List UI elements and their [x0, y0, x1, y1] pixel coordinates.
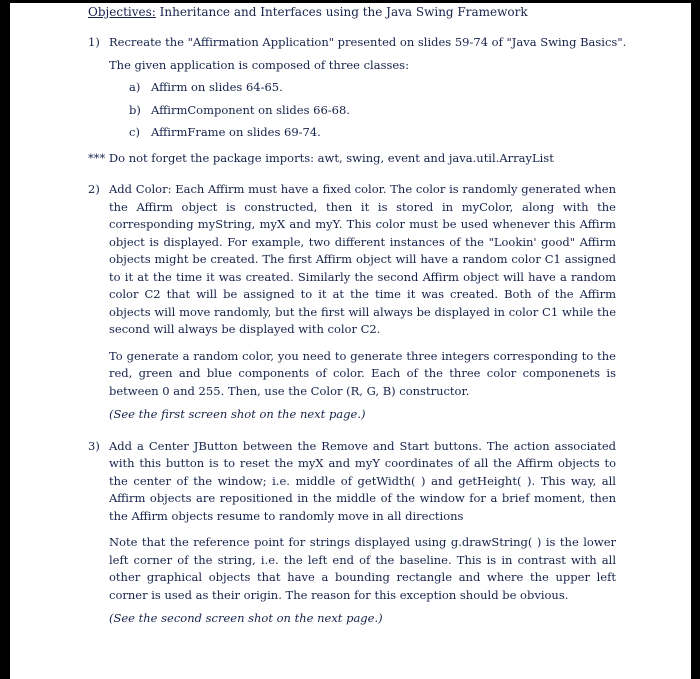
section-2 — [88, 181, 616, 424]
document-page — [88, 4, 627, 628]
section-3 — [88, 438, 616, 628]
section-1-line-1: Recreate the "Affirmation Application" presented on slides 59-74 of "Java Swing Basics". — [109, 35, 627, 49]
list-item-text: AffirmFrame on slides 69-74. — [151, 125, 321, 139]
list-item — [109, 124, 616, 142]
section-1-number: 1) — [88, 35, 100, 49]
section-3-paragraph-2: Note that the reference point for strings displayed using g.drawString( ) is the lower left corner of the string, i.e. the left end of the baseline. This is in contrast with all other graphical objects that have a bounding rectangle and where the upper left corner is used as their origin. The reason for this exception should be obvious. — [109, 535, 616, 602]
package-imports-note: *** Do not forget the package imports: awt, swing, event and java.util.ArrayList — [88, 150, 554, 165]
list-item — [109, 79, 616, 97]
section-1 — [88, 34, 627, 142]
section-2-paragraph-2: To generate a random color, you need to generate three integers corresponding to the red, green and blue components of color. Each of the three color componenets is between 0 and 255. Then, use the Color (R, G, B) constructor. — [109, 348, 616, 398]
list-item-letter: b) — [129, 102, 141, 117]
list-item-text: Affirm on slides 64-65. — [151, 80, 283, 94]
list-item-text: AffirmComponent on slides 66-68. — [151, 102, 350, 117]
section-2-number: 2) — [88, 182, 100, 196]
list-item — [109, 102, 616, 120]
objectives-text: Inheritance and Interfaces using the Java Swing Framework — [155, 5, 528, 19]
section-1-line-2: The given application is composed of three classes: — [109, 57, 409, 72]
list-item-letter: c) — [129, 125, 140, 139]
list-item-letter: a) — [129, 80, 141, 94]
objectives-heading — [88, 4, 616, 20]
top-border — [0, 0, 700, 3]
section-2-paragraph-1: Add Color: Each Affirm must have a fixed color. The color is randomly generated when the Affirm object is constructed, then it is stored in myColor, along with the corresponding myString, myX and myY. This color must be used whenever this Affirm object is displayed. For example, two different instances of the "Lookin' good" Affirm objects might be created. The first Affirm object will have a random color C1 assigned to it at the time it was created. Similarly the second Affirm object will have a random color C2 that will be assigned to it at the time it was created. Both of the Affirm objects will move randomly, but the first will always be displayed in color C1 while the second will always be displayed with color C2. — [109, 182, 616, 336]
section-3-paragraph-1: Add a Center JButton between the Remove and Start buttons. The action associated with this button is to reset the myX and myY coordinates of all the Affirm objects to the center of the window; i.e. middle of getWidth( ) and getHeight( ). This way, all Affirm objects are repositioned in the middle of the window for a brief moment, then the Affirm objects resume to randomly move in all directions — [109, 438, 616, 523]
section-3-screenshot-note: (See the second screen shot on the next page.) — [109, 611, 383, 625]
objectives-label: Objectives: — [88, 5, 156, 19]
section-2-screenshot-note: (See the first screen shot on the next page.) — [109, 407, 366, 421]
section-3-number: 3) — [88, 438, 100, 453]
right-border — [691, 0, 700, 679]
left-border — [0, 0, 10, 679]
